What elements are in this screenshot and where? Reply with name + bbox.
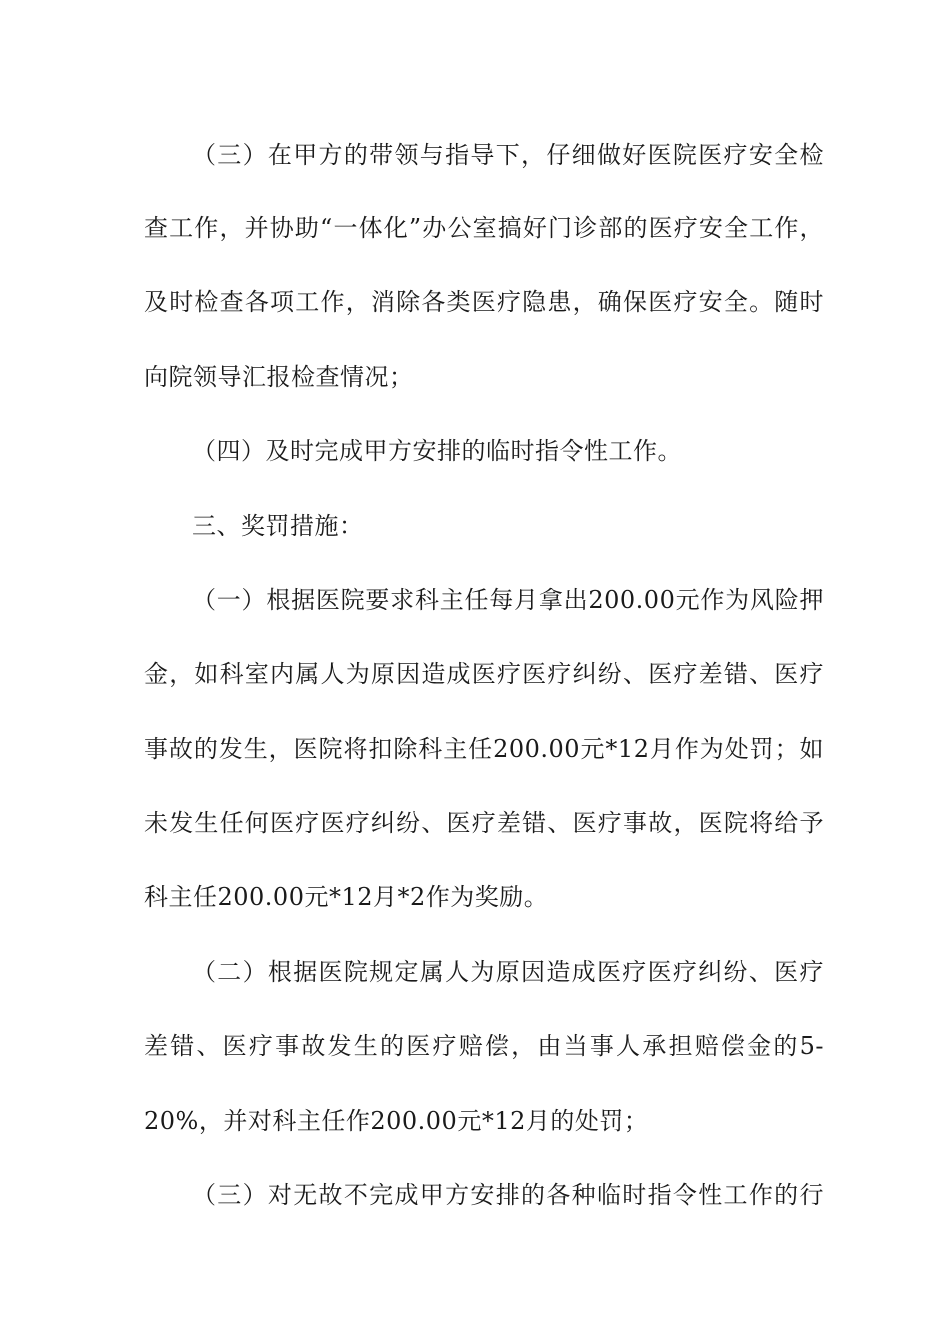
paragraph-line-13: 差错、医疗事故发生的医疗赔偿，由当事人承担赔偿金的5- xyxy=(144,1032,824,1060)
paragraph-line-5: （四）及时完成甲方安排的临时指令性工作。 xyxy=(192,437,682,465)
paragraph-line-15: （三）对无故不完成甲方安排的各种临时指令性工作的行 xyxy=(192,1181,824,1209)
paragraph-line-11: 科主任200.00元*12月*2作为奖励。 xyxy=(144,883,549,911)
section-heading: 三、奖罚措施： xyxy=(192,512,364,540)
paragraph-line-7: （一）根据医院要求科主任每月拿出200.00元作为风险押 xyxy=(192,586,824,614)
paragraph-line-2: 查工作，并协助“一体化”办公室搞好门诊部的医疗安全工作， xyxy=(144,214,824,242)
paragraph-line-4: 向院领导汇报检查情况； xyxy=(144,363,414,391)
paragraph-line-1: （三）在甲方的带领与指导下，仔细做好医院医疗安全检 xyxy=(192,141,824,169)
paragraph-line-10: 未发生任何医疗医疗纠纷、医疗差错、医疗事故，医院将给予 xyxy=(144,809,824,837)
paragraph-line-3: 及时检查各项工作，消除各类医疗隐患，确保医疗安全。随时 xyxy=(144,288,824,316)
paragraph-line-9: 事故的发生，医院将扣除科主任200.00元*12月作为处罚；如 xyxy=(144,735,824,763)
paragraph-line-8: 金，如科室内属人为原因造成医疗医疗纠纷、医疗差错、医疗 xyxy=(144,660,824,688)
paragraph-line-12: （二）根据医院规定属人为原因造成医疗医疗纠纷、医疗 xyxy=(192,958,824,986)
paragraph-line-14: 20%，并对科主任作200.00元*12月的处罚； xyxy=(144,1107,649,1135)
